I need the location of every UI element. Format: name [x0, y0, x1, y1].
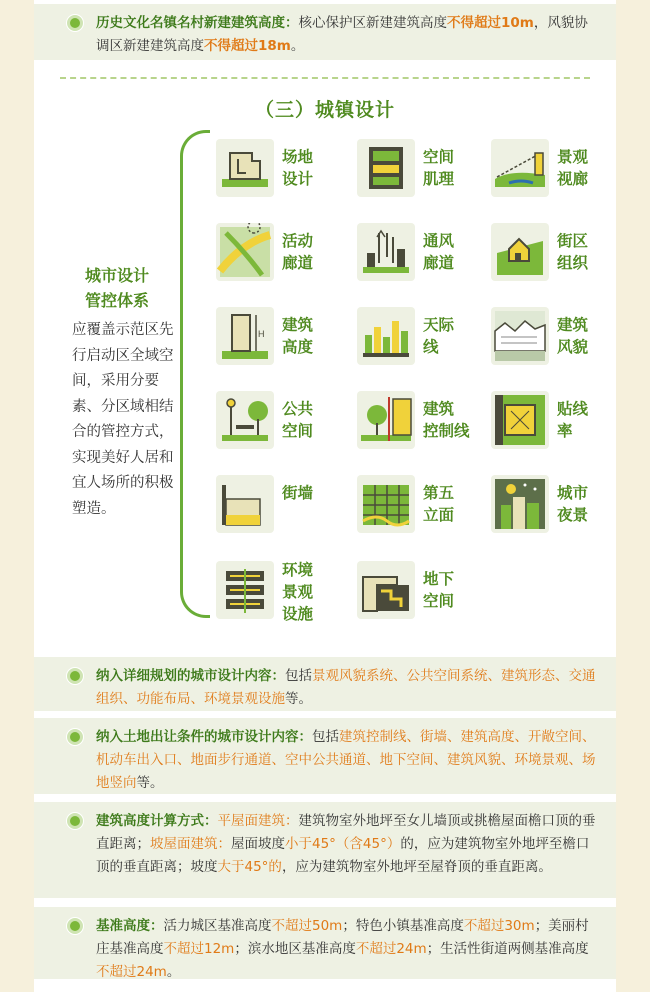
building-control-line-icon [357, 391, 415, 449]
control-element-label: 空间 肌理 [423, 148, 455, 188]
underground-space-icon [357, 561, 415, 619]
control-element-label: 天际 线 [423, 316, 455, 356]
control-element-label: 环境 景观 设施 [282, 561, 314, 623]
right-margin [616, 0, 650, 992]
bullet-lead: 纳入详细规划的城市设计内容： [96, 668, 285, 684]
control-element-item [216, 139, 344, 199]
bullet-text: 包括 [285, 668, 312, 684]
control-element-item [357, 561, 485, 621]
control-element-label: 街区 组织 [557, 232, 589, 272]
site-design-icon [216, 139, 274, 197]
ventilation-corridor-icon [357, 223, 415, 281]
bullet-highlight: 景观风貌系统、公共空间系统、建筑形态、交通组织、功能布局、环境景观设施 [96, 668, 596, 707]
bullet-text: 。 [290, 38, 305, 54]
bullet-dot-icon [67, 729, 83, 745]
control-element-item [491, 139, 619, 199]
bullet-text: 的，应为建筑物室外地坪至檐口顶的垂直距离；坡度 [96, 836, 590, 875]
bullet-lead: 建筑高度计算方式： [96, 813, 218, 829]
design-content-bullet [34, 657, 616, 711]
building-height-icon [216, 307, 274, 365]
control-element-label: 贴线 率 [557, 400, 589, 440]
control-element-item [357, 475, 485, 535]
bullet-dot-icon [67, 668, 83, 684]
side-description: 应覆盖示范区先行启动区全域空间，采用分要素、分区域相结合的管控方式，实现美好人居和宜人场所的积极塑造。 [72, 322, 174, 517]
side-title: 城市设计 管控体系 [84, 266, 149, 310]
bullet-highlight: 不超过50m [271, 918, 343, 934]
control-element-label: 公共 空间 [282, 400, 314, 440]
bullet-text: ；滨水地区基准高度 [234, 941, 356, 957]
left-margin [0, 0, 34, 992]
bullet-dot-icon [67, 15, 83, 31]
bullet-dot-icon [67, 813, 83, 829]
height-limit-bullet [34, 4, 616, 60]
control-element-item [216, 307, 344, 367]
bullet-lead: 基准高度： [96, 918, 164, 934]
bullet-text: 。 [166, 964, 181, 980]
control-element-item [357, 223, 485, 283]
bullet-highlight: 大于45°的 [217, 859, 282, 875]
control-element-item [357, 391, 485, 451]
view-corridor-icon [491, 139, 549, 197]
block-organization-icon [491, 223, 549, 281]
control-element-label: 建筑 风貌 [557, 316, 589, 356]
bullet-highlight: 不超过24m [355, 941, 427, 957]
control-element-item [357, 307, 485, 367]
svg-text:H: H [258, 329, 265, 339]
bullet-text: 核心保护区新建建筑高度 [298, 15, 447, 31]
bullet-highlight: 不得超过10m [447, 15, 534, 31]
architectural-style-icon [491, 307, 549, 365]
control-element-item [491, 223, 619, 283]
bullet-text: ；美丽村庄基准高度 [96, 918, 589, 957]
control-element-item [216, 475, 344, 535]
bullet-text: 屋面坡度 [231, 836, 285, 852]
bullet-text: 等。 [285, 691, 312, 707]
landscape-facility-icon [216, 561, 274, 619]
bullet-text: ；生活性街道两侧基准高度 [426, 941, 589, 957]
control-element-item [216, 561, 344, 621]
fifth-facade-icon [357, 475, 415, 533]
bullet-dot-icon [67, 918, 83, 934]
bullet-highlight: 不得超过18m [204, 38, 291, 54]
control-element-item [216, 223, 344, 283]
control-element-label: 景观 视廊 [557, 148, 589, 188]
frontage-ratio-icon [491, 391, 549, 449]
bullet-text: ；特色小镇基准高度 [342, 918, 464, 934]
bullet-lead: 纳入土地出让条件的城市设计内容： [96, 729, 312, 745]
design-content-bullet [34, 802, 616, 898]
section-title: （三）城镇设计 [254, 99, 395, 121]
control-element-item [491, 391, 619, 451]
bullet-highlight: 坡屋面建筑： [150, 836, 231, 852]
bullet-highlight: 小于45°（含45°） [285, 836, 401, 852]
bullet-lead: 历史文化名镇名村新建建筑高度： [96, 15, 299, 31]
control-element-item [491, 475, 619, 535]
bullet-text: 包括 [312, 729, 339, 745]
design-content-bullet [34, 718, 616, 794]
bullet-highlight: 不超过12m [163, 941, 235, 957]
control-element-item [357, 139, 485, 199]
control-element-label: 地下 空间 [423, 570, 455, 610]
bullet-text: 活力城区基准高度 [163, 918, 272, 934]
control-element-label: 第五 立面 [423, 484, 455, 524]
control-element-label: 通风 廊道 [423, 232, 455, 272]
public-space-icon [216, 391, 274, 449]
bullet-highlight: 不超过24m [96, 964, 167, 980]
control-element-label: 街墙 [282, 484, 314, 502]
design-content-bullet [34, 907, 616, 979]
control-element-label: 活动 廊道 [282, 232, 314, 272]
skyline-icon [357, 307, 415, 365]
control-element-label: 场地 设计 [282, 148, 314, 188]
grouping-brace [180, 130, 210, 618]
bullet-text: 等。 [136, 775, 164, 791]
city-night-icon [491, 475, 549, 533]
control-element-label: 建筑 高度 [282, 316, 314, 356]
bullet-text: 建筑物室外地坪至女儿墙顶或挑檐屋面檐口顶的垂直距离； [96, 813, 596, 852]
control-element-item [216, 391, 344, 451]
dashed-divider [60, 77, 590, 79]
activity-corridor-icon [216, 223, 274, 281]
control-element-label: 建筑 控制线 [423, 400, 470, 440]
street-wall-icon [216, 475, 274, 533]
control-element-item [491, 307, 619, 367]
bullet-highlight: 不超过30m [463, 918, 535, 934]
bullet-text: ，风貌协调区新建建筑高度 [96, 15, 588, 54]
space-texture-icon [357, 139, 415, 197]
bullet-highlight: 建筑控制线、街墙、建筑高度、开敞空间、机动车出入口、地面步行通道、空中公共通道、地下空间、建筑风貌、环境景观、场地竖向 [96, 729, 596, 791]
bullet-text: ，应为建筑物室外地坪至屋脊顶的垂直距离。 [281, 859, 552, 875]
control-element-label: 城市 夜景 [557, 484, 589, 524]
bullet-highlight: 平屋面建筑： [217, 813, 299, 829]
